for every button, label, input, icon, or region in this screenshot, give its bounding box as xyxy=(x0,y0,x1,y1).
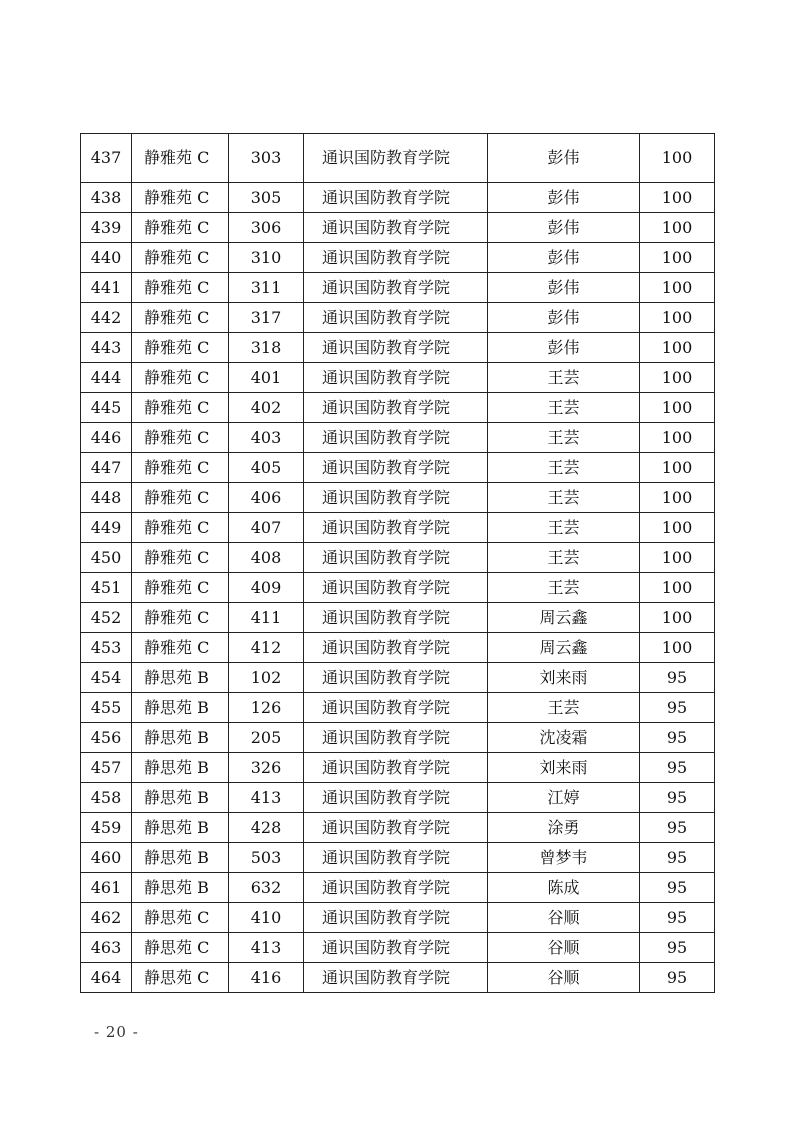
table-row xyxy=(81,483,715,513)
cell-row-number: 456 xyxy=(81,723,132,753)
cell-building: 静雅苑 C xyxy=(132,333,229,363)
cell-name: 王芸 xyxy=(488,393,640,423)
cell-room: 632 xyxy=(229,873,304,903)
cell-row-number: 454 xyxy=(81,663,132,693)
table-row xyxy=(81,453,715,483)
cell-score: 100 xyxy=(640,483,715,513)
cell-name: 谷顺 xyxy=(488,903,640,933)
cell-building: 静思苑 B xyxy=(132,693,229,723)
table-row xyxy=(81,134,715,183)
cell-room: 317 xyxy=(229,303,304,333)
cell-name: 王芸 xyxy=(488,513,640,543)
cell-score: 100 xyxy=(640,423,715,453)
cell-name: 王芸 xyxy=(488,363,640,393)
cell-college: 通识国防教育学院 xyxy=(304,693,488,723)
cell-row-number: 462 xyxy=(81,903,132,933)
cell-college: 通识国防教育学院 xyxy=(304,633,488,663)
cell-room: 311 xyxy=(229,273,304,303)
cell-building: 静雅苑 C xyxy=(132,453,229,483)
table-row xyxy=(81,423,715,453)
cell-college: 通识国防教育学院 xyxy=(304,483,488,513)
cell-college: 通识国防教育学院 xyxy=(304,873,488,903)
cell-row-number: 459 xyxy=(81,813,132,843)
cell-score: 100 xyxy=(640,333,715,363)
page-number: - 20 - xyxy=(94,1023,139,1041)
cell-college: 通识国防教育学院 xyxy=(304,183,488,213)
cell-row-number: 453 xyxy=(81,633,132,663)
cell-name: 彭伟 xyxy=(488,183,640,213)
cell-building: 静思苑 C xyxy=(132,903,229,933)
cell-room: 406 xyxy=(229,483,304,513)
cell-college: 通识国防教育学院 xyxy=(304,843,488,873)
cell-row-number: 444 xyxy=(81,363,132,393)
cell-row-number: 441 xyxy=(81,273,132,303)
cell-building: 静思苑 B xyxy=(132,873,229,903)
cell-name: 王芸 xyxy=(488,543,640,573)
cell-college: 通识国防教育学院 xyxy=(304,303,488,333)
cell-building: 静雅苑 C xyxy=(132,273,229,303)
cell-building: 静思苑 B xyxy=(132,813,229,843)
cell-room: 412 xyxy=(229,633,304,663)
cell-building: 静雅苑 C xyxy=(132,423,229,453)
cell-room: 303 xyxy=(229,134,304,183)
table-row xyxy=(81,303,715,333)
cell-college: 通识国防教育学院 xyxy=(304,663,488,693)
cell-row-number: 443 xyxy=(81,333,132,363)
table-row xyxy=(81,873,715,903)
cell-building: 静雅苑 C xyxy=(132,363,229,393)
cell-row-number: 458 xyxy=(81,783,132,813)
cell-college: 通识国防教育学院 xyxy=(304,213,488,243)
cell-room: 401 xyxy=(229,363,304,393)
cell-college: 通识国防教育学院 xyxy=(304,513,488,543)
cell-row-number: 440 xyxy=(81,243,132,273)
table-row xyxy=(81,843,715,873)
cell-building: 静雅苑 C xyxy=(132,243,229,273)
cell-building: 静思苑 B xyxy=(132,843,229,873)
cell-row-number: 451 xyxy=(81,573,132,603)
cell-score: 100 xyxy=(640,303,715,333)
cell-name: 王芸 xyxy=(488,423,640,453)
cell-college: 通识国防教育学院 xyxy=(304,903,488,933)
cell-room: 503 xyxy=(229,843,304,873)
cell-room: 410 xyxy=(229,903,304,933)
cell-score: 100 xyxy=(640,134,715,183)
cell-college: 通识国防教育学院 xyxy=(304,753,488,783)
cell-score: 95 xyxy=(640,963,715,993)
table-row xyxy=(81,663,715,693)
table-row xyxy=(81,333,715,363)
cell-row-number: 452 xyxy=(81,603,132,633)
cell-room: 409 xyxy=(229,573,304,603)
cell-building: 静思苑 C xyxy=(132,963,229,993)
cell-score: 95 xyxy=(640,693,715,723)
cell-building: 静雅苑 C xyxy=(132,543,229,573)
cell-room: 102 xyxy=(229,663,304,693)
cell-name: 彭伟 xyxy=(488,213,640,243)
cell-name: 周云鑫 xyxy=(488,603,640,633)
cell-row-number: 460 xyxy=(81,843,132,873)
cell-college: 通识国防教育学院 xyxy=(304,393,488,423)
cell-room: 408 xyxy=(229,543,304,573)
cell-score: 100 xyxy=(640,453,715,483)
cell-name: 王芸 xyxy=(488,573,640,603)
table-body xyxy=(81,134,715,993)
cell-score: 95 xyxy=(640,753,715,783)
cell-college: 通识国防教育学院 xyxy=(304,423,488,453)
cell-room: 403 xyxy=(229,423,304,453)
cell-score: 100 xyxy=(640,363,715,393)
cell-name: 曾梦韦 xyxy=(488,843,640,873)
cell-name: 彭伟 xyxy=(488,303,640,333)
cell-score: 95 xyxy=(640,903,715,933)
cell-name: 谷顺 xyxy=(488,963,640,993)
cell-score: 95 xyxy=(640,843,715,873)
cell-college: 通识国防教育学院 xyxy=(304,603,488,633)
table-row xyxy=(81,183,715,213)
cell-row-number: 457 xyxy=(81,753,132,783)
cell-row-number: 445 xyxy=(81,393,132,423)
cell-college: 通识国防教育学院 xyxy=(304,813,488,843)
cell-college: 通识国防教育学院 xyxy=(304,363,488,393)
cell-score: 100 xyxy=(640,243,715,273)
cell-room: 318 xyxy=(229,333,304,363)
cell-row-number: 463 xyxy=(81,933,132,963)
table-row xyxy=(81,813,715,843)
cell-college: 通识国防教育学院 xyxy=(304,543,488,573)
cell-building: 静雅苑 C xyxy=(132,513,229,543)
cell-score: 100 xyxy=(640,573,715,603)
cell-building: 静思苑 B xyxy=(132,663,229,693)
cell-college: 通识国防教育学院 xyxy=(304,273,488,303)
cell-name: 周云鑫 xyxy=(488,633,640,663)
cell-college: 通识国防教育学院 xyxy=(304,243,488,273)
cell-name: 沈凌霜 xyxy=(488,723,640,753)
cell-score: 100 xyxy=(640,633,715,663)
cell-room: 428 xyxy=(229,813,304,843)
table-row xyxy=(81,393,715,423)
table-row xyxy=(81,963,715,993)
cell-score: 95 xyxy=(640,723,715,753)
cell-row-number: 438 xyxy=(81,183,132,213)
cell-row-number: 464 xyxy=(81,963,132,993)
cell-name: 刘来雨 xyxy=(488,753,640,783)
cell-college: 通识国防教育学院 xyxy=(304,963,488,993)
cell-score: 100 xyxy=(640,273,715,303)
cell-building: 静思苑 B xyxy=(132,783,229,813)
cell-building: 静雅苑 C xyxy=(132,633,229,663)
table-row xyxy=(81,543,715,573)
cell-row-number: 461 xyxy=(81,873,132,903)
cell-name: 彭伟 xyxy=(488,333,640,363)
cell-college: 通识国防教育学院 xyxy=(304,453,488,483)
table-row xyxy=(81,603,715,633)
table-row xyxy=(81,933,715,963)
cell-score: 95 xyxy=(640,783,715,813)
cell-name: 陈成 xyxy=(488,873,640,903)
cell-row-number: 446 xyxy=(81,423,132,453)
cell-college: 通识国防教育学院 xyxy=(304,573,488,603)
cell-row-number: 455 xyxy=(81,693,132,723)
table-row xyxy=(81,783,715,813)
cell-room: 416 xyxy=(229,963,304,993)
cell-building: 静雅苑 C xyxy=(132,483,229,513)
cell-row-number: 442 xyxy=(81,303,132,333)
cell-college: 通识国防教育学院 xyxy=(304,783,488,813)
cell-room: 306 xyxy=(229,213,304,243)
cell-building: 静雅苑 C xyxy=(132,134,229,183)
cell-college: 通识国防教育学院 xyxy=(304,134,488,183)
cell-score: 100 xyxy=(640,393,715,423)
cell-room: 413 xyxy=(229,783,304,813)
cell-score: 100 xyxy=(640,183,715,213)
table-row xyxy=(81,633,715,663)
cell-score: 95 xyxy=(640,813,715,843)
cell-name: 刘来雨 xyxy=(488,663,640,693)
cell-building: 静雅苑 C xyxy=(132,573,229,603)
cell-room: 126 xyxy=(229,693,304,723)
dormitory-score-table xyxy=(80,133,715,993)
cell-building: 静思苑 B xyxy=(132,753,229,783)
cell-room: 326 xyxy=(229,753,304,783)
table-row xyxy=(81,243,715,273)
cell-building: 静雅苑 C xyxy=(132,183,229,213)
cell-name: 彭伟 xyxy=(488,243,640,273)
cell-name: 王芸 xyxy=(488,483,640,513)
cell-college: 通识国防教育学院 xyxy=(304,333,488,363)
table-row xyxy=(81,723,715,753)
cell-name: 谷顺 xyxy=(488,933,640,963)
table-row xyxy=(81,903,715,933)
cell-row-number: 450 xyxy=(81,543,132,573)
cell-score: 95 xyxy=(640,663,715,693)
table-row xyxy=(81,513,715,543)
table-row xyxy=(81,693,715,723)
cell-building: 静雅苑 C xyxy=(132,303,229,333)
cell-name: 江婷 xyxy=(488,783,640,813)
cell-building: 静思苑 C xyxy=(132,933,229,963)
cell-score: 95 xyxy=(640,933,715,963)
cell-building: 静思苑 B xyxy=(132,723,229,753)
cell-score: 100 xyxy=(640,513,715,543)
cell-room: 407 xyxy=(229,513,304,543)
cell-row-number: 448 xyxy=(81,483,132,513)
cell-name: 涂勇 xyxy=(488,813,640,843)
cell-name: 彭伟 xyxy=(488,134,640,183)
cell-score: 100 xyxy=(640,213,715,243)
table-row xyxy=(81,363,715,393)
cell-score: 95 xyxy=(640,873,715,903)
cell-room: 310 xyxy=(229,243,304,273)
cell-name: 王芸 xyxy=(488,693,640,723)
cell-room: 402 xyxy=(229,393,304,423)
cell-building: 静雅苑 C xyxy=(132,213,229,243)
cell-college: 通识国防教育学院 xyxy=(304,723,488,753)
table-row xyxy=(81,273,715,303)
cell-room: 405 xyxy=(229,453,304,483)
cell-row-number: 449 xyxy=(81,513,132,543)
cell-score: 100 xyxy=(640,603,715,633)
table-row xyxy=(81,213,715,243)
cell-room: 305 xyxy=(229,183,304,213)
cell-room: 411 xyxy=(229,603,304,633)
cell-college: 通识国防教育学院 xyxy=(304,933,488,963)
table-row xyxy=(81,753,715,783)
cell-score: 100 xyxy=(640,543,715,573)
cell-row-number: 439 xyxy=(81,213,132,243)
cell-row-number: 447 xyxy=(81,453,132,483)
cell-room: 205 xyxy=(229,723,304,753)
cell-name: 王芸 xyxy=(488,453,640,483)
cell-building: 静雅苑 C xyxy=(132,393,229,423)
cell-row-number: 437 xyxy=(81,134,132,183)
cell-room: 413 xyxy=(229,933,304,963)
cell-name: 彭伟 xyxy=(488,273,640,303)
cell-building: 静雅苑 C xyxy=(132,603,229,633)
table-row xyxy=(81,573,715,603)
